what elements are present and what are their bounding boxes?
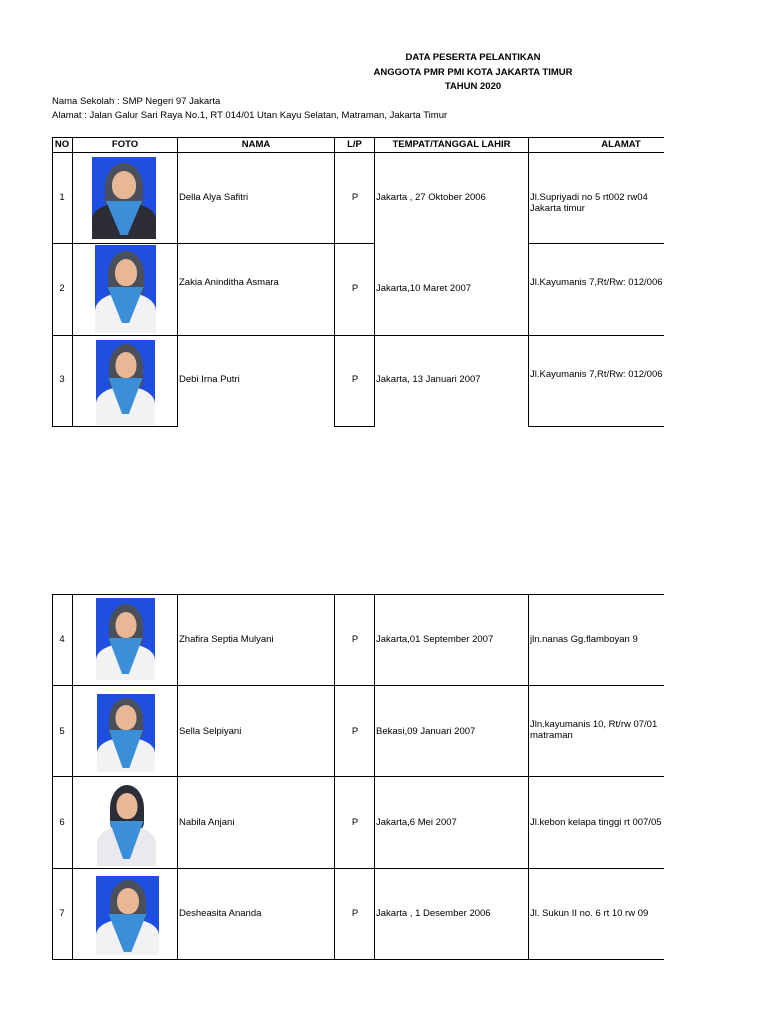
row-lp: P — [351, 192, 359, 203]
row-ttl: Jakarta,10 Maret 2007 — [376, 283, 472, 294]
row-ttl: Jakarta , 1 Desember 2006 — [376, 908, 491, 919]
row-lp: P — [351, 817, 359, 828]
school-name: Nama Sekolah : SMP Negeri 97 Jakarta — [52, 96, 221, 107]
header-lp: L/P — [347, 139, 362, 150]
row-lp: P — [351, 283, 359, 294]
school-address: Alamat : Jalan Galur Sari Raya No.1, RT 014/01 Utan Kayu Selatan, Matraman, Jakarta Timur — [52, 110, 448, 121]
row-nama: Della Alya Safitri — [179, 192, 249, 203]
row-no: 5 — [59, 726, 65, 737]
student-photo — [97, 779, 156, 866]
student-photo — [92, 157, 156, 239]
row-nama: Zakia Aninditha Asmara — [179, 277, 279, 288]
header-alamat: ALAMAT — [601, 139, 641, 150]
grid-line — [52, 685, 664, 686]
row-no: 3 — [59, 374, 65, 385]
header-nama: NAMA — [241, 139, 271, 150]
header-ttl: TEMPAT/TANGGAL LAHIR — [392, 139, 511, 150]
grid-line — [52, 868, 664, 869]
row-lp: P — [351, 908, 359, 919]
grid-line — [52, 594, 664, 595]
student-photo — [96, 598, 155, 680]
grid-line — [52, 152, 664, 153]
grid-line — [52, 243, 375, 244]
grid-line — [529, 426, 664, 427]
grid-line — [52, 137, 664, 138]
grid-line — [177, 137, 178, 427]
row-alamat: Jln.kayumanis 10, Rt/rw 07/01 matraman — [530, 719, 658, 741]
grid-line — [177, 594, 178, 960]
grid-line — [528, 594, 529, 960]
doc-title-line3: TAHUN 2020 — [444, 81, 502, 92]
grid-line — [529, 243, 664, 244]
row-alamat: Jl.Kayumanis 7,Rt/Rw: 012/006 — [530, 277, 663, 288]
row-lp: P — [351, 374, 359, 385]
student-photo — [97, 694, 155, 772]
row-ttl: Jakarta, 13 Januari 2007 — [376, 374, 481, 385]
grid-line — [52, 776, 664, 777]
row-alamat: Jl.Supriyadi no 5 rt002 rw04 Jakarta timur — [530, 192, 648, 214]
grid-line — [72, 137, 73, 427]
grid-line — [72, 594, 73, 960]
row-alamat: Jl. Sukun II no. 6 rt 10 rw 09 — [530, 908, 649, 919]
row-alamat: Jl.Kayumanis 7,Rt/Rw: 012/006 — [530, 369, 663, 380]
grid-line — [52, 594, 53, 960]
row-ttl: Jakarta,6 Mei 2007 — [376, 817, 457, 828]
grid-line — [335, 426, 375, 427]
grid-line — [528, 137, 529, 427]
row-nama: Sella Selpiyani — [179, 726, 242, 737]
grid-line — [52, 426, 178, 427]
student-photo — [96, 876, 159, 955]
row-nama: Zhafira Septia Mulyani — [179, 634, 274, 645]
row-no: 7 — [59, 908, 65, 919]
row-nama: Nabila Anjani — [179, 817, 235, 828]
row-no: 4 — [59, 634, 65, 645]
grid-line — [52, 335, 664, 336]
row-lp: P — [351, 634, 359, 645]
row-no: 6 — [59, 817, 65, 828]
row-ttl: Bekasi,09 Januari 2007 — [376, 726, 476, 737]
row-ttl: Jakarta , 27 Oktober 2006 — [376, 192, 486, 203]
row-no: 1 — [59, 192, 65, 203]
header-foto: FOTO — [111, 139, 139, 150]
header-no: NO — [54, 139, 70, 150]
doc-title-line2: ANGGOTA PMR PMI KOTA JAKARTA TIMUR — [373, 67, 573, 78]
row-nama: Debi Irna Putri — [179, 374, 240, 385]
doc-title-line1: DATA PESERTA PELANTIKAN — [405, 52, 541, 63]
row-alamat: Jl.kebon kelapa tinggi rt 007/05 — [530, 817, 662, 828]
row-ttl: Jakarta,01 September 2007 — [376, 634, 494, 645]
grid-line — [52, 959, 664, 960]
student-photo — [95, 245, 156, 333]
grid-line — [334, 594, 335, 960]
row-nama: Desheasita Ananda — [179, 908, 262, 919]
grid-line — [374, 594, 375, 960]
student-photo — [96, 340, 155, 425]
row-lp: P — [351, 726, 359, 737]
row-alamat: jln.nanas Gg.flamboyan 9 — [530, 634, 638, 645]
row-no: 2 — [59, 283, 65, 294]
